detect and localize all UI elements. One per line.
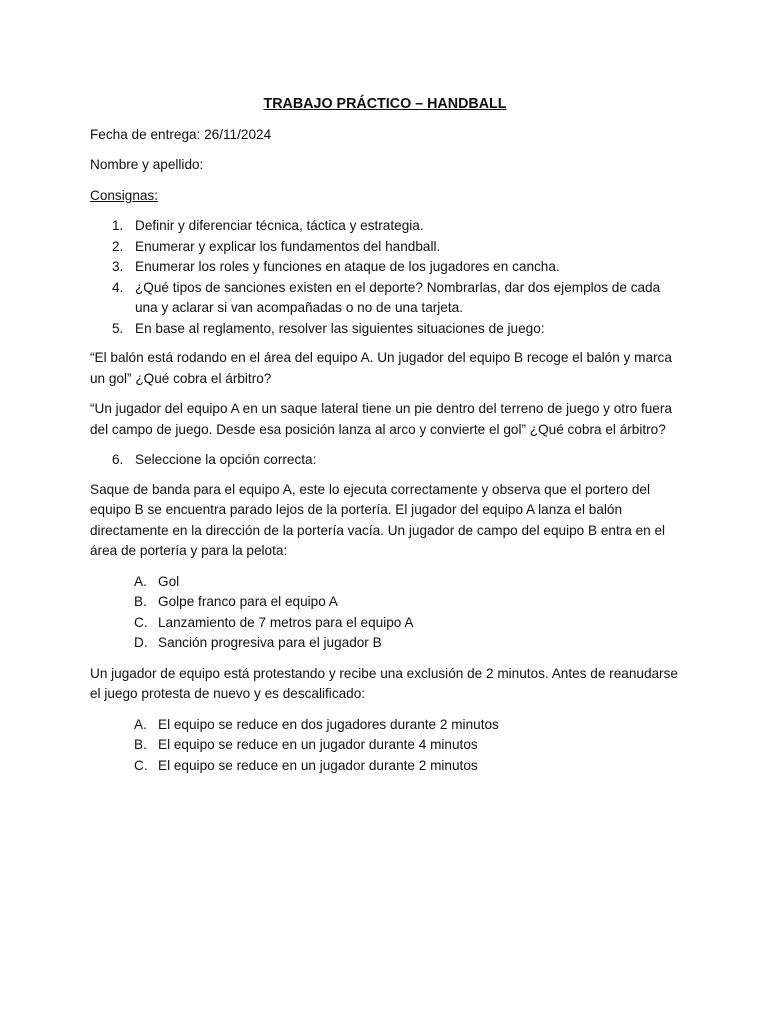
option-text: El equipo se reduce en un jugador durante 4 minutos — [158, 737, 478, 752]
question-2: Un jugador de equipo está protestando y recibe una exclusión de 2 minutos. Antes de reanudarse el juego protesta de nuevo y es descalificado: — [90, 665, 678, 701]
document-title: TRABAJO PRÁCTICO – HANDBALL — [263, 96, 507, 112]
instructions-heading: Consignas: — [90, 187, 159, 203]
list-item — [90, 257, 680, 278]
option-item — [90, 735, 680, 756]
option-item — [90, 633, 680, 654]
option-letter: D. — [134, 635, 148, 650]
list-item-number: 6. — [112, 452, 124, 467]
option-text: Gol — [158, 573, 180, 589]
list-item-text: Seleccione la opción correcta: — [135, 452, 317, 467]
list-item — [90, 237, 680, 258]
list-item-number: 4. — [112, 279, 124, 295]
list-item — [90, 216, 680, 237]
situation-2: “Un jugador del equipo A en un saque lateral tiene un pie dentro del terreno de juego y otro fuera del campo de juego. Desde esa posición lanza al arco y convierte el gol” ¿Qué cobra el árbitro? — [90, 401, 672, 437]
list-item-text: Enumerar y explicar los fundamentos del handball. — [135, 238, 441, 254]
list-item — [90, 450, 680, 471]
list-item-number: 5. — [112, 320, 124, 336]
option-letter: B. — [134, 594, 147, 609]
option-item — [90, 613, 680, 634]
option-letter: A. — [134, 573, 147, 589]
list-item — [90, 319, 680, 340]
option-letter: A. — [134, 716, 147, 732]
option-item — [90, 592, 680, 613]
option-text: El equipo se reduce en un jugador durante 2 minutos — [158, 757, 478, 773]
list-item — [90, 278, 680, 319]
list-item-number: 3. — [112, 259, 124, 274]
option-letter: B. — [134, 737, 147, 752]
option-letter: C. — [134, 614, 148, 630]
name-field: Nombre y apellido: — [90, 157, 204, 172]
document-page — [90, 94, 680, 786]
option-letter: C. — [134, 757, 148, 773]
list-item-text: ¿Qué tipos de sanciones existen en el deporte? Nombrarlas, dar dos ejemplos de cada una y aclarar si van acompañadas o no de una tarjeta. — [135, 279, 661, 315]
option-item — [90, 572, 680, 593]
option-text: Sanción progresiva para el jugador B — [158, 635, 382, 650]
option-item — [90, 715, 680, 736]
option-text: Lanzamiento de 7 metros para el equipo A — [158, 614, 414, 630]
question-1: Saque de banda para el equipo A, este lo ejecuta correctamente y observa que el portero del equipo B se encuentra parado lejos de la portería. El jugador del equipo A lanza el balón directamente en la dirección de la portería vacía. Un jugador de campo del equipo B entra en el área de portería y para la pelota: — [90, 481, 666, 558]
list-item-text: En base al reglamento, resolver las siguientes situaciones de juego: — [135, 320, 545, 336]
option-text: Golpe franco para el equipo A — [158, 594, 338, 609]
list-item-number: 1. — [112, 218, 124, 233]
instructions-list-continued — [90, 450, 680, 471]
option-item — [90, 756, 680, 777]
instructions-list — [90, 216, 680, 339]
list-item-number: 2. — [112, 238, 124, 254]
option-text: El equipo se reduce en dos jugadores durante 2 minutos — [158, 716, 499, 732]
list-item-text: Definir y diferenciar técnica, táctica y estrategia. — [135, 218, 424, 233]
question-1-options — [90, 572, 680, 654]
question-2-options — [90, 715, 680, 777]
situation-1: “El balón está rodando en el área del equipo A. Un jugador del equipo B recoge el balón y marca un gol” ¿Qué cobra el árbitro? — [90, 350, 672, 386]
delivery-date: Fecha de entrega: 26/11/2024 — [90, 126, 272, 142]
list-item-text: Enumerar los roles y funciones en ataque de los jugadores en cancha. — [135, 259, 560, 274]
